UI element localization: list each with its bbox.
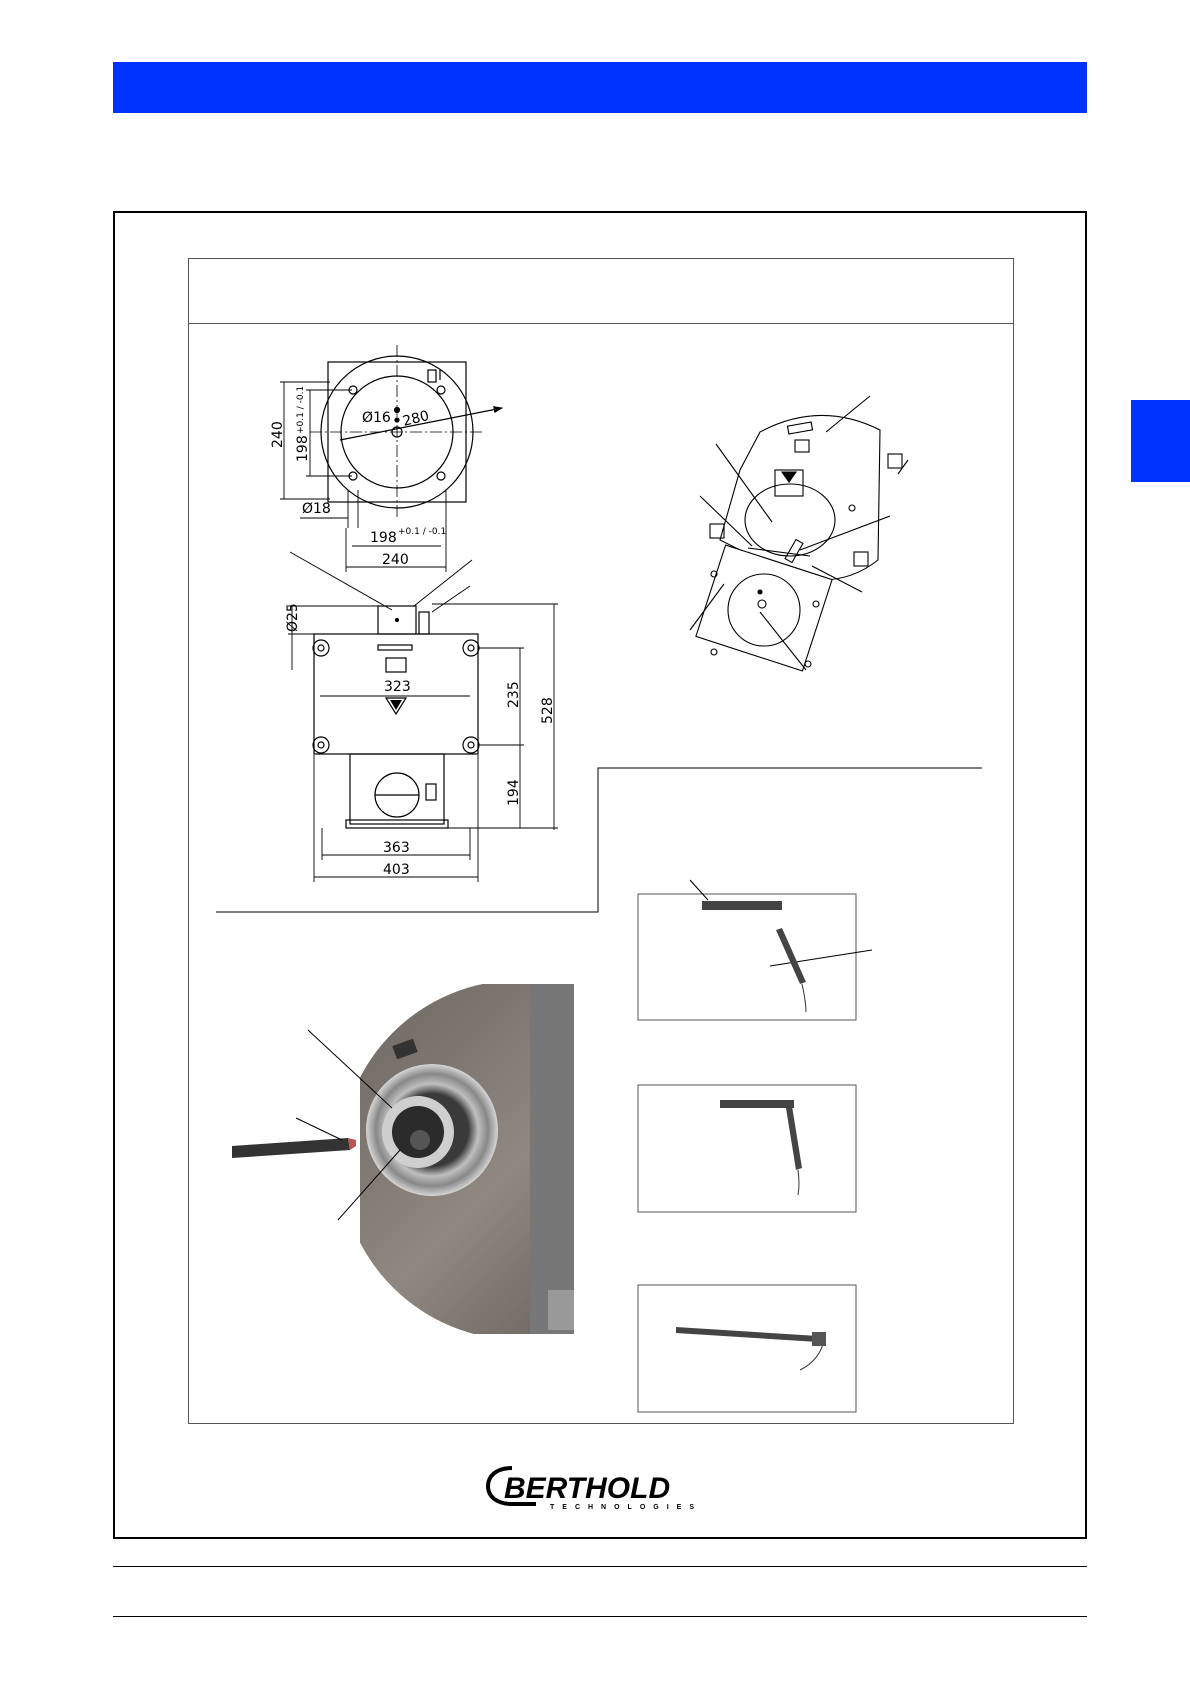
front-view bbox=[310, 345, 502, 520]
dim-dia-top: Ø25 bbox=[285, 603, 301, 632]
dim-pitch-v-tol: +0.1 / -0.1 bbox=[296, 385, 306, 434]
dim-base-outer: 403 bbox=[383, 862, 410, 878]
rod-photo-1 bbox=[638, 880, 872, 1020]
footer-rule-top bbox=[113, 1566, 1087, 1567]
isometric-view bbox=[690, 396, 908, 671]
dim-hole: Ø18 bbox=[302, 501, 331, 517]
dim-body-width: 323 bbox=[384, 679, 411, 695]
dim-pitch-h-tol: +0.1 / -0.1 bbox=[398, 527, 447, 537]
dim-width: 240 bbox=[382, 552, 409, 568]
dim-pitch-h: 198 bbox=[370, 530, 397, 546]
dim-base-height: 194 bbox=[506, 779, 522, 806]
logo-name: BERTHOLD bbox=[504, 1472, 671, 1505]
rod-photo-3 bbox=[638, 1285, 856, 1412]
dim-total-height: 528 bbox=[540, 697, 556, 724]
footer-rule-bottom bbox=[113, 1616, 1087, 1617]
dim-pitch-v: 198 bbox=[295, 435, 311, 462]
dim-height: 240 bbox=[270, 421, 286, 448]
flange-photo bbox=[232, 980, 700, 1340]
logo-sub: TECHNOLOGIES bbox=[550, 1504, 703, 1510]
dim-dia-small: Ø16 bbox=[362, 410, 391, 426]
berthold-logo bbox=[486, 1462, 716, 1510]
dim-base-inner: 363 bbox=[383, 840, 410, 856]
side-view bbox=[313, 606, 479, 828]
dim-body-height: 235 bbox=[506, 681, 522, 708]
dim-pitch: 280 bbox=[401, 407, 431, 430]
rod-photo-2 bbox=[638, 1085, 856, 1212]
